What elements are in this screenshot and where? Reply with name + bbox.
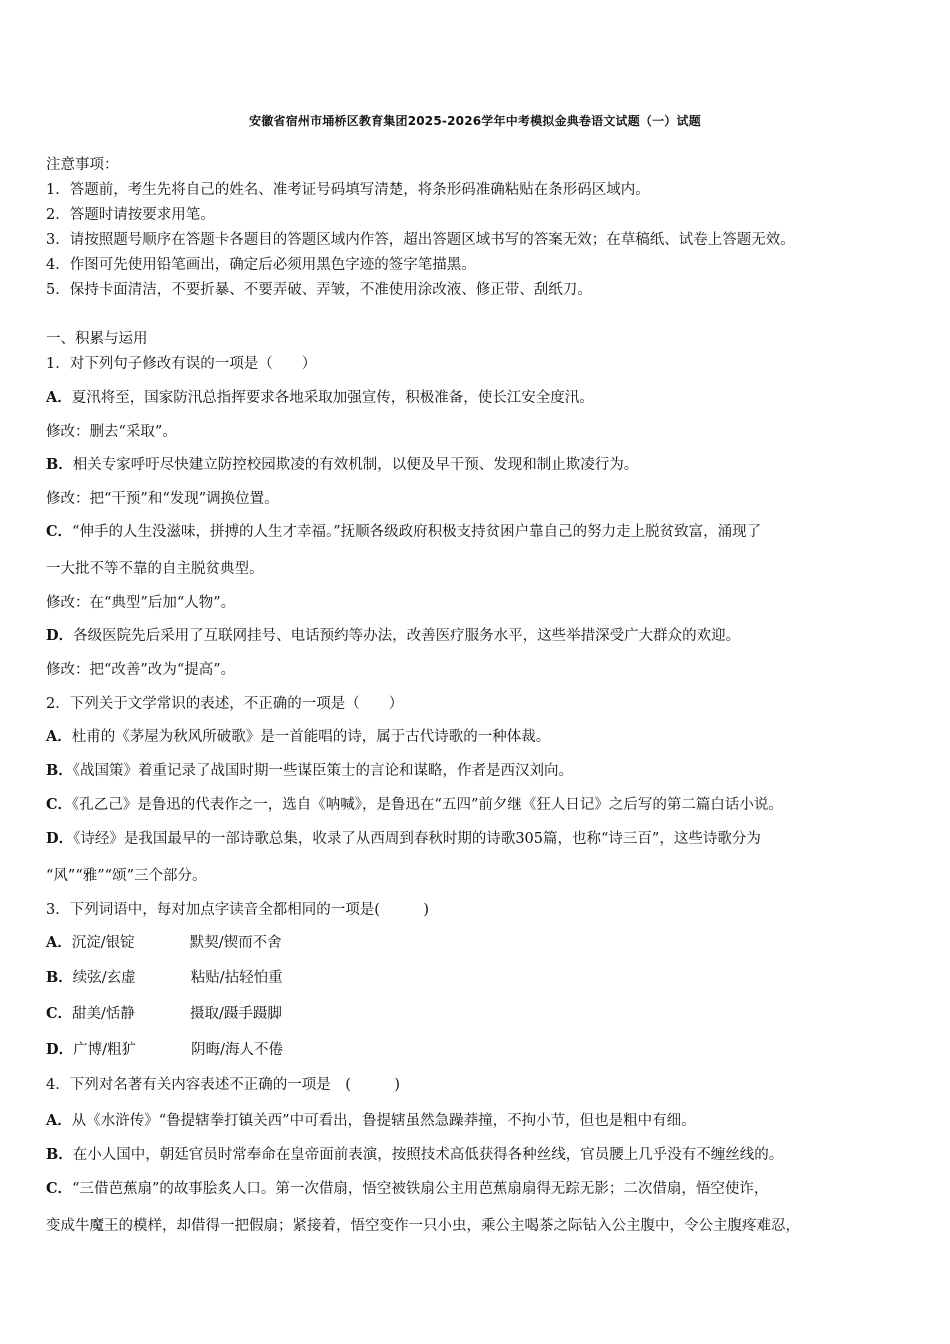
option-label: A． (46, 934, 72, 951)
note-item: 5．保持卡面清洁，不要折暴、不要弄破、弄皱，不准使用涂改液、修正带、刮纸刀。 (46, 282, 592, 298)
option-word-2: 默契/锲而不舍 (189, 935, 282, 951)
option-word-1: 甜美/恬静 (72, 1006, 135, 1022)
note-item: 4．作图可先使用铅笔画出，确定后必须用黑色字迹的签字笔描黑。 (46, 257, 476, 273)
q2-stem: 2．下列关于文学常识的表述，不正确的一项是（ ） (46, 696, 404, 712)
q1-option-b (46, 453, 638, 474)
option-word-2: 粘贴/拈轻怕重 (190, 970, 283, 986)
q1-a-fix: 修改：删去“采取”。 (46, 424, 177, 440)
option-label: D． (46, 627, 74, 644)
option-label: A． (46, 389, 72, 406)
q4-c-cont: 变成牛魔王的模样，却借得一把假扇；紧接着，悟空变作一只小虫，乘公主喝茶之际钻入公主腹中，令公主腹疼难忍， (46, 1218, 800, 1234)
option-label: D． (46, 1041, 74, 1058)
option-text: “三借芭蕉扇”的故事脍炙人口。第一次借扇，悟空被铁扇公主用芭蕉扇扇得无踪无影；二次借扇，悟空使诈， (72, 1181, 769, 1197)
option-text: 杜甫的《茅屋为秋风所破歌》是一首能唱的诗，属于古代诗歌的一种体裁。 (71, 729, 551, 745)
option-text: 在小人国中，朝廷官员时常奉命在皇帝面前表演，按照技术高低获得各种丝线，官员腰上几乎没有不缠丝线的。 (72, 1147, 784, 1163)
option-word-1: 沉淀/银锭 (71, 935, 135, 951)
option-text: 《孔乙己》是鲁迅的代表作之一，选自《呐喊》，是鲁迅在“五四”前夕继《狂人日记》之后写的第二篇白话小说。 (72, 797, 783, 813)
page-title: 安徽省宿州市埇桥区教育集团2025-2026学年中考模拟金典卷语文试题（一）试题 (249, 114, 701, 128)
q3-option-c (46, 1002, 282, 1023)
option-word-1: 广博/粗犷 (73, 1042, 136, 1058)
notes-heading: 注意事项： (46, 157, 119, 173)
note-item: 2．答题时请按要求用笔。 (46, 207, 215, 223)
option-label: C． (46, 1005, 73, 1022)
option-label: B． (46, 969, 73, 986)
option-text: 各级医院先后采用了互联网挂号、电话预约等办法，改善医疗服务水平，这些举措深受广大群众的欢迎。 (73, 628, 741, 644)
option-word-2: 摄取/蹑手蹑脚 (190, 1006, 282, 1022)
q2-d-cont: “风”“雅”“颂”三个部分。 (46, 868, 207, 884)
option-text: 《诗经》是我国最早的一部诗歌总集，收录了从西周到春秋时期的诗歌305篇，也称“诗三百”，这些诗歌分为 (73, 831, 761, 847)
q2-option-c (46, 793, 783, 814)
option-label: A． (46, 1112, 72, 1129)
option-text: 从《水浒传》“鲁提辖拳打镇关西”中可看出，鲁提辖虽然急躁莽撞，不拘小节，但也是粗中有细。 (71, 1113, 696, 1129)
option-label: B． (46, 762, 73, 779)
option-text: “伸手的人生没滋味，拼搏的人生才幸福。”抚顺各级政府积极支持贫困户靠自己的努力走上脱贫致富，涌现了 (72, 524, 762, 540)
q1-c-cont: 一大批不等不靠的自主脱贫典型。 (46, 561, 264, 577)
q3-option-b (46, 966, 283, 987)
option-label: A． (46, 728, 72, 745)
section-heading: 一、积累与运用 (46, 331, 148, 347)
q1-b-fix: 修改：把“干预”和“发现”调换位置。 (46, 491, 279, 507)
q3-option-d (46, 1038, 283, 1059)
q2-option-d (46, 827, 761, 848)
option-text: 夏汛将至，国家防汛总指挥要求各地采取加强宣传，积极准备，使长江安全度汛。 (71, 390, 594, 406)
q1-d-fix: 修改：把“改善”改为“提高”。 (46, 662, 236, 678)
q1-option-c (46, 520, 761, 541)
note-item: 3．请按照题号顺序在答题卡各题目的答题区域内作答，超出答题区域书写的答案无效；在草稿纸、试卷上答题无效。 (46, 232, 795, 248)
q4-option-b (46, 1143, 783, 1164)
option-label: D． (46, 830, 74, 847)
q4-option-c (46, 1177, 768, 1198)
q2-option-b (46, 759, 573, 780)
option-label: C． (46, 523, 73, 540)
option-text: 《战国策》着重记录了战国时期一些谋臣策士的言论和谋略，作者是西汉刘向。 (72, 763, 574, 779)
option-label: C． (46, 796, 73, 813)
note-item: 1．答题前，考生先将自己的姓名、准考证号码填写清楚，将条形码准确粘贴在条形码区域内。 (46, 182, 650, 198)
q2-option-a (46, 725, 550, 746)
option-label: B． (46, 456, 73, 473)
option-word-1: 续弦/玄虚 (72, 970, 136, 986)
q1-option-a (46, 386, 594, 407)
q4-option-a (46, 1109, 696, 1130)
option-text: 相关专家呼吁尽快建立防控校园欺凌的有效机制，以便及早干预、发现和制止欺凌行为。 (72, 457, 639, 473)
q1-c-fix: 修改：在“典型”后加“人物”。 (46, 595, 236, 611)
q1-option-d (46, 624, 740, 645)
option-label: C． (46, 1180, 73, 1197)
option-word-2: 阴晦/海人不倦 (191, 1042, 283, 1058)
option-label: B． (46, 1146, 73, 1163)
q1-stem: 1．对下列句子修改有误的一项是（ ） (46, 356, 317, 372)
q3-option-a (46, 931, 282, 952)
q3-stem: 3．下列词语中，每对加点字读音全都相同的一项是( ) (46, 902, 430, 918)
q4-stem: 4．下列对名著有关内容表述不正确的一项是 ( ) (46, 1077, 401, 1093)
